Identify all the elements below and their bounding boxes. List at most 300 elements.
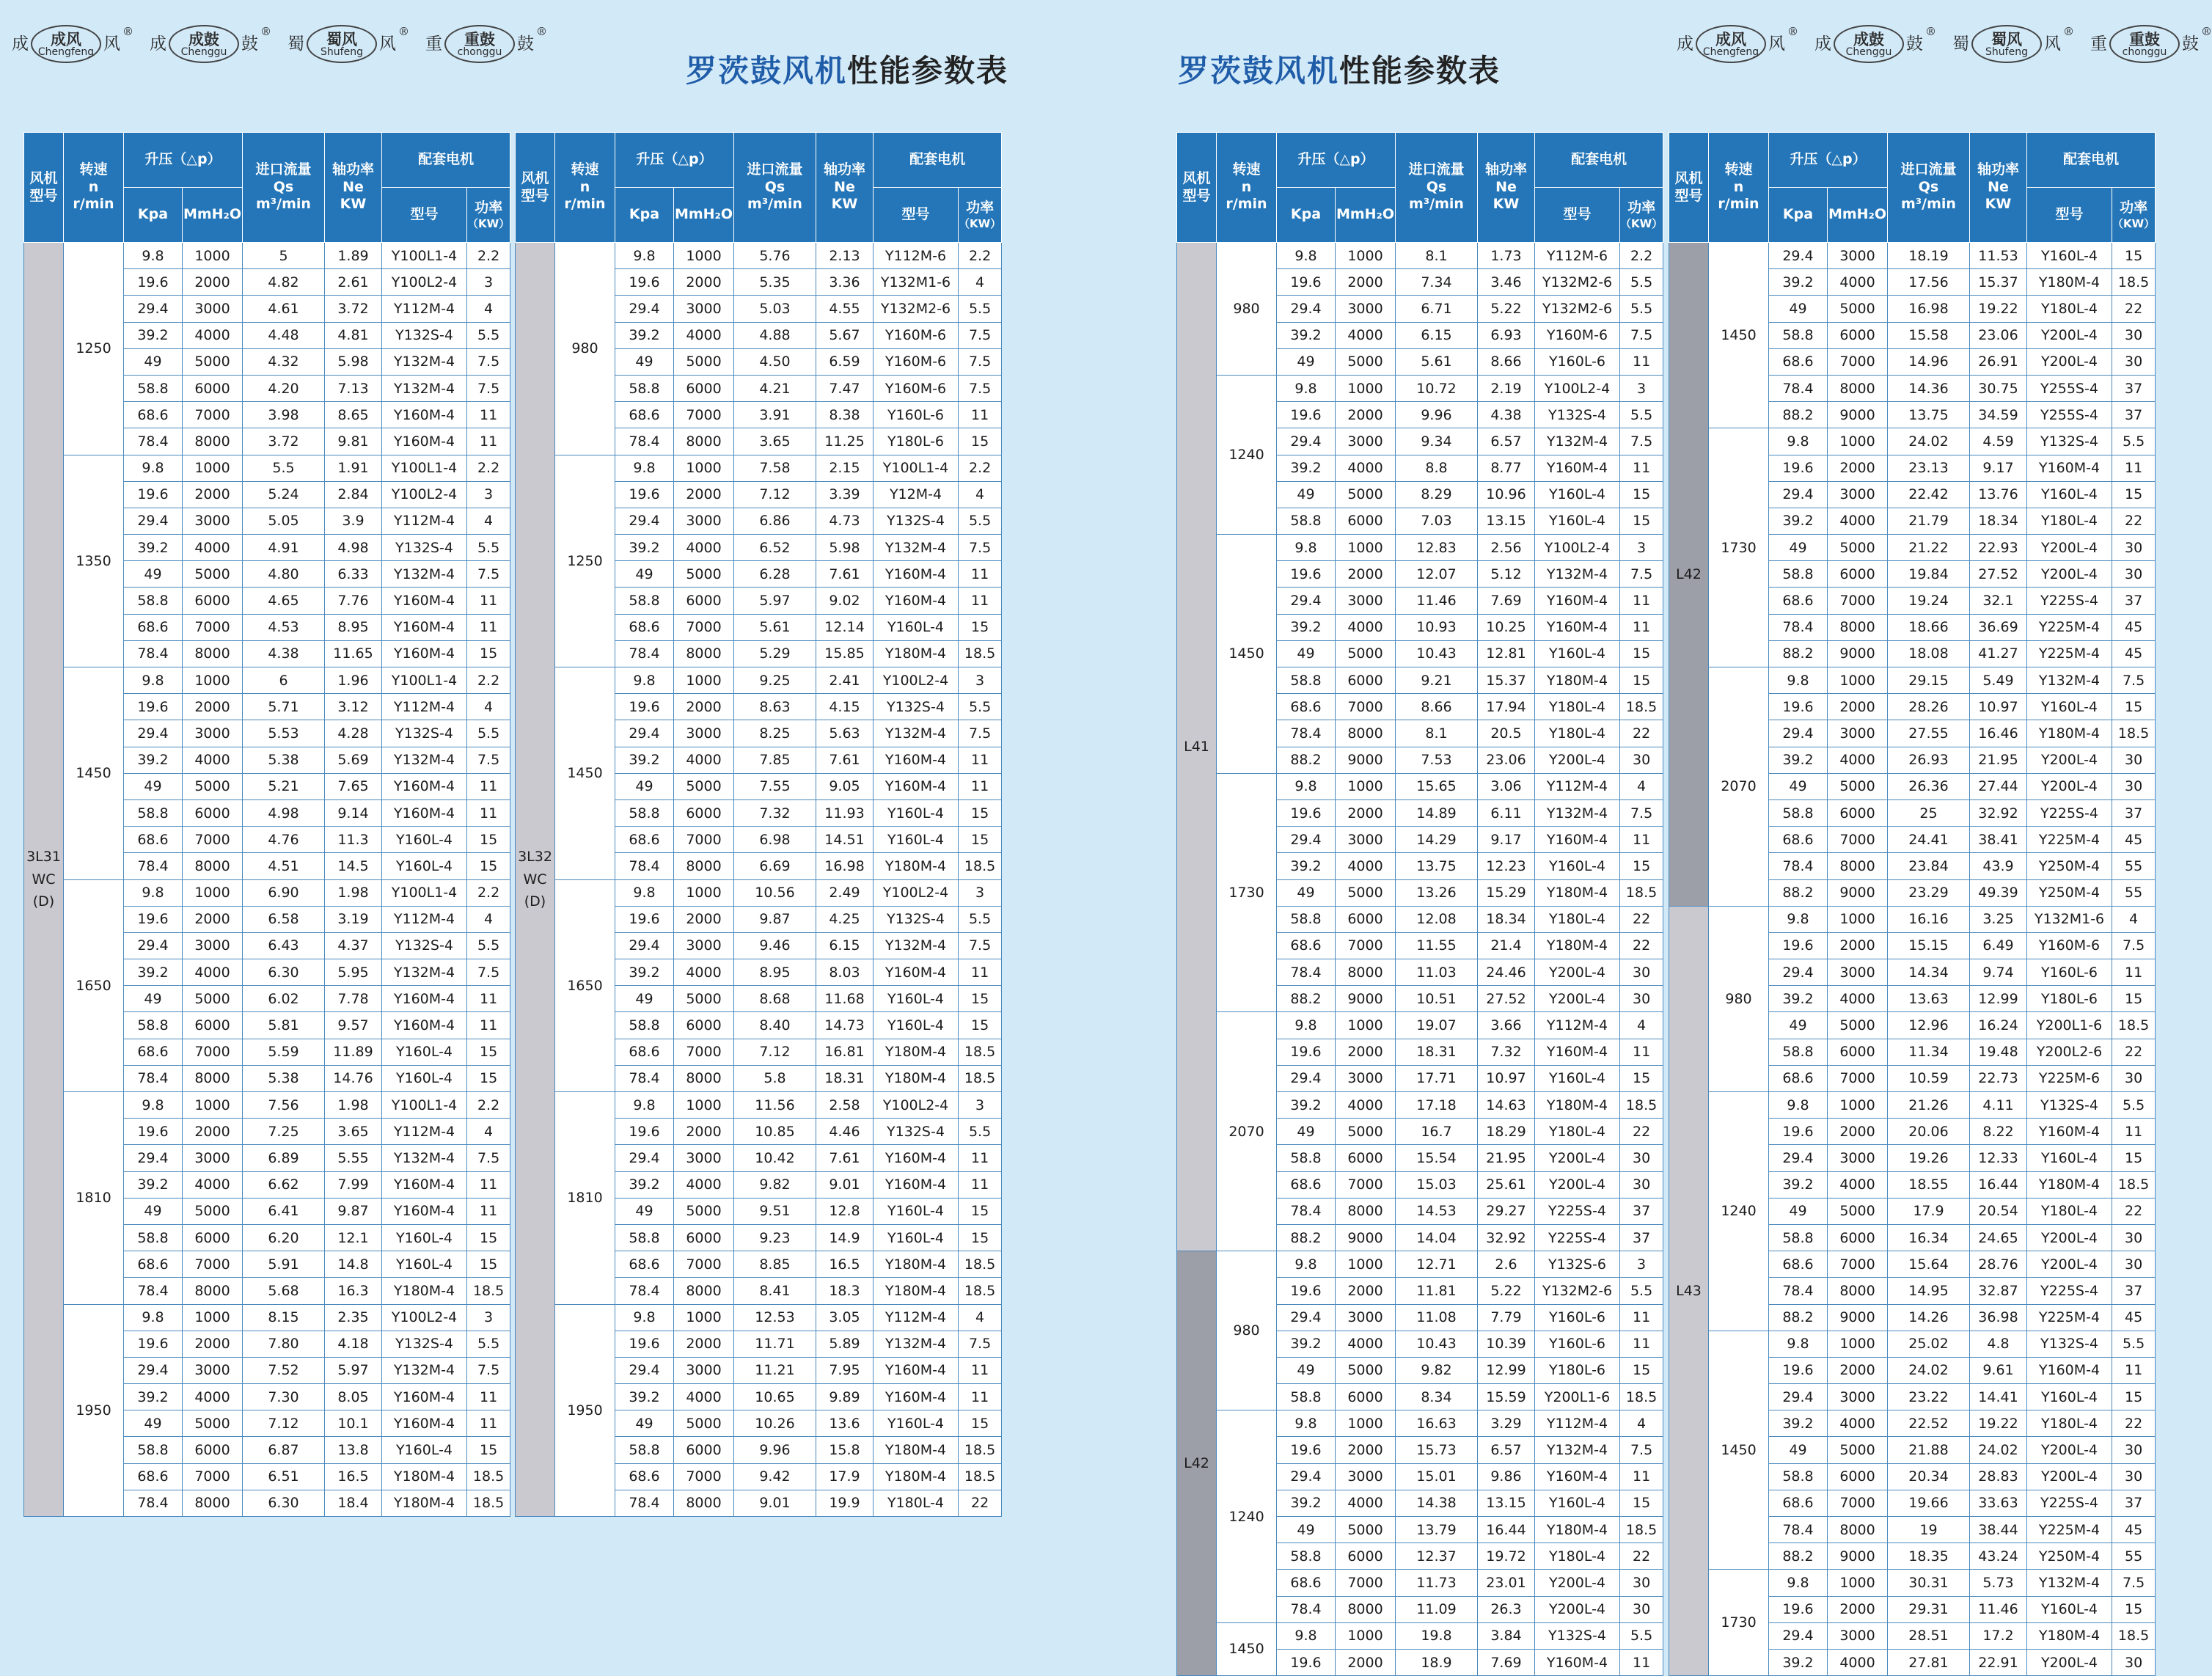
kpa-cell: 49: [1769, 535, 1828, 561]
kpa-cell: 78.4: [124, 1490, 183, 1516]
flow-cell: 15.65: [1396, 773, 1478, 799]
motor-model-cell: Y160L-4: [1535, 1490, 1620, 1516]
flow-cell: 8.66: [1396, 694, 1478, 720]
flow-cell: 16.16: [1888, 906, 1970, 932]
motor-power-cell: 15: [467, 1065, 510, 1091]
kpa-cell: 68.6: [1769, 1251, 1828, 1278]
flow-cell: 18.66: [1888, 614, 1970, 640]
motor-model-cell: Y200L-4: [1535, 986, 1620, 1012]
mmh2o-cell: 4000: [674, 959, 734, 986]
kpa-cell: 88.2: [1769, 402, 1828, 428]
motor-model-cell: Y160L-4: [1535, 508, 1620, 534]
mmh2o-cell: 8000: [1828, 614, 1888, 640]
mmh2o-cell: 4000: [183, 1171, 243, 1198]
kpa-cell: 9.8: [124, 879, 183, 906]
flow-cell: 9.46: [734, 932, 816, 959]
shaft-power-cell: 7.61: [816, 747, 874, 773]
mmh2o-cell: 4000: [674, 535, 734, 561]
flow-cell: 5.91: [243, 1251, 325, 1278]
mmh2o-cell: 9000: [1336, 986, 1396, 1012]
motor-model-cell: Y180M-4: [1535, 1517, 1620, 1543]
speed-cell: 1250: [555, 455, 615, 667]
kpa-cell: 29.4: [1769, 959, 1828, 986]
motor-power-cell: 55: [2112, 1543, 2156, 1570]
flow-cell: 5.03: [734, 296, 816, 322]
speed-cell: 1450: [1709, 1331, 1769, 1570]
kpa-cell: 9.8: [1277, 1012, 1336, 1039]
shaft-power-cell: 8.77: [1478, 455, 1535, 481]
mmh2o-cell: 4000: [183, 747, 243, 773]
flow-cell: 17.71: [1396, 1065, 1478, 1091]
logo-en: Chenggu: [180, 45, 227, 58]
shaft-power-cell: 17.9: [816, 1463, 874, 1490]
mmh2o-cell: 5000: [183, 1198, 243, 1224]
motor-power-cell: 18.5: [959, 1251, 1002, 1278]
motor-model-cell: Y180L-4: [2027, 508, 2112, 534]
motor-power-cell: 22: [2112, 1198, 2156, 1224]
motor-model-cell: Y160L-4: [382, 1039, 467, 1065]
motor-power-cell: 30: [1620, 747, 1663, 773]
mmh2o-cell: 3000: [1336, 428, 1396, 455]
kpa-cell: 49: [615, 773, 674, 799]
shaft-power-cell: 2.61: [325, 269, 382, 296]
speed-cell: 1950: [64, 1304, 124, 1517]
motor-model-cell: Y160M-4: [1535, 614, 1620, 640]
shaft-power-cell: 20.54: [1970, 1198, 2027, 1224]
motor-model-cell: Y132M-4: [382, 1145, 467, 1171]
flow-cell: 15.73: [1396, 1437, 1478, 1463]
kpa-cell: 29.4: [1277, 827, 1336, 853]
shaft-power-cell: 5.73: [1970, 1570, 2027, 1596]
motor-model-cell: Y132M-4: [382, 959, 467, 986]
motor-model-cell: Y132S-4: [874, 906, 959, 932]
flow-cell: 18.55: [1888, 1171, 1970, 1198]
kpa-cell: 78.4: [1277, 959, 1336, 986]
shaft-power-cell: 26.3: [1478, 1596, 1535, 1622]
motor-power-cell: 11: [959, 402, 1002, 428]
mmh2o-cell: 8000: [1828, 853, 1888, 879]
mmh2o-cell: 3000: [183, 508, 243, 534]
shaft-power-cell: 8.03: [816, 959, 874, 986]
kpa-cell: 88.2: [1769, 1543, 1828, 1570]
shaft-power-cell: 33.63: [1970, 1490, 2027, 1516]
motor-power-cell: 11: [467, 1410, 510, 1437]
flow-cell: 29.31: [1888, 1596, 1970, 1622]
mmh2o-cell: 1000: [674, 879, 734, 906]
shaft-power-cell: 16.3: [325, 1278, 382, 1304]
mmh2o-cell: 6000: [674, 1012, 734, 1039]
motor-power-cell: 11: [1620, 1331, 1663, 1357]
kpa-cell: 29.4: [1277, 1463, 1336, 1490]
shaft-power-cell: 11.53: [1970, 243, 2027, 269]
flow-cell: 13.79: [1396, 1517, 1478, 1543]
mmh2o-cell: 6000: [1336, 1543, 1396, 1570]
shaft-power-cell: 34.59: [1970, 402, 2027, 428]
motor-model-cell: Y200L-4: [1535, 1596, 1620, 1622]
kpa-cell: 19.6: [124, 906, 183, 932]
fan-model-cell: L42: [1177, 1251, 1217, 1676]
shaft-power-cell: 15.29: [1478, 879, 1535, 906]
motor-model-cell: Y160M-4: [1535, 1649, 1620, 1675]
mmh2o-cell: 1000: [1828, 667, 1888, 694]
kpa-cell: 58.8: [1769, 322, 1828, 348]
shaft-power-cell: 14.41: [1970, 1384, 2027, 1410]
header-motor-power-label: 功率: [966, 199, 995, 216]
motor-model-cell: Y225S-4: [1535, 1198, 1620, 1224]
kpa-cell: 78.4: [1769, 1278, 1828, 1304]
header-motor-power-unit: （KW）: [1620, 216, 1663, 230]
kpa-cell: 58.8: [615, 799, 674, 826]
mmh2o-cell: 2000: [1828, 1119, 1888, 1145]
mmh2o-cell: 2000: [1828, 455, 1888, 481]
motor-power-cell: 11: [467, 773, 510, 799]
kpa-cell: 68.6: [124, 1039, 183, 1065]
header-speed: 转速 n r/min: [1709, 133, 1769, 243]
shaft-power-cell: 12.81: [1478, 640, 1535, 667]
kpa-cell: 39.2: [124, 959, 183, 986]
motor-model-cell: Y132S-4: [874, 1119, 959, 1145]
motor-model-cell: Y132M-4: [1535, 561, 1620, 588]
kpa-cell: 9.8: [124, 455, 183, 481]
flow-cell: 7.32: [734, 799, 816, 826]
motor-model-cell: Y132S-6: [1535, 1251, 1620, 1278]
motor-power-cell: 37: [1620, 1198, 1663, 1224]
mmh2o-cell: 8000: [183, 1278, 243, 1304]
flow-cell: 7.03: [1396, 508, 1478, 534]
brand-logo: [1952, 25, 2074, 63]
flow-cell: 21.88: [1888, 1437, 1970, 1463]
motor-model-cell: Y180M-4: [1535, 667, 1620, 694]
motor-model-cell: Y250M-4: [2027, 879, 2112, 906]
motor-power-cell: 11: [2112, 1119, 2156, 1145]
motor-power-cell: 3: [959, 1092, 1002, 1119]
shaft-power-cell: 43.9: [1970, 853, 2027, 879]
table-row: [1177, 1410, 1663, 1437]
kpa-cell: 19.6: [615, 1331, 674, 1357]
motor-power-cell: 30: [1620, 959, 1663, 986]
shaft-power-cell: 4.38: [1478, 402, 1535, 428]
shaft-power-cell: 29.27: [1478, 1198, 1535, 1224]
kpa-cell: 78.4: [1277, 1198, 1336, 1224]
kpa-cell: 88.2: [1769, 1304, 1828, 1331]
table-row: [516, 243, 1002, 269]
header-fan-model: 风机 型号: [1177, 133, 1217, 243]
flow-cell: 10.43: [1396, 640, 1478, 667]
shaft-power-cell: 9.17: [1478, 827, 1535, 853]
motor-model-cell: Y160M-4: [382, 402, 467, 428]
motor-power-cell: 18.5: [959, 1463, 1002, 1490]
flow-cell: 5.38: [243, 747, 325, 773]
motor-power-cell: 11: [959, 959, 1002, 986]
motor-power-cell: 2.2: [467, 243, 510, 269]
header-motor-power-label: 功率: [2120, 199, 2148, 216]
kpa-cell: 49: [124, 348, 183, 375]
flow-cell: 4.76: [243, 827, 325, 853]
logo-cn: 重鼓: [2129, 29, 2160, 48]
kpa-cell: 78.4: [1277, 1596, 1336, 1622]
motor-power-cell: 15: [959, 986, 1002, 1012]
shaft-power-cell: 8.38: [816, 402, 874, 428]
mmh2o-cell: 2000: [674, 269, 734, 296]
motor-model-cell: Y160M-4: [1535, 827, 1620, 853]
shaft-power-cell: 8.95: [325, 614, 382, 640]
header-motor-power-unit: （KW）: [2112, 216, 2156, 230]
kpa-cell: 39.2: [615, 747, 674, 773]
motor-model-cell: Y180M-4: [874, 1437, 959, 1463]
kpa-cell: 68.6: [1277, 694, 1336, 720]
mmh2o-cell: 6000: [1828, 561, 1888, 588]
motor-model-cell: Y160M-4: [382, 1198, 467, 1224]
kpa-cell: 19.6: [124, 481, 183, 508]
flow-cell: 6.41: [243, 1198, 325, 1224]
logo-en: Shufeng: [321, 45, 363, 58]
shaft-power-cell: 9.01: [816, 1171, 874, 1198]
kpa-cell: 39.2: [1769, 1410, 1828, 1437]
mmh2o-cell: 2000: [1336, 1437, 1396, 1463]
flow-cell: 14.34: [1888, 959, 1970, 986]
mmh2o-cell: 5000: [183, 773, 243, 799]
motor-model-cell: Y180M-4: [2027, 269, 2112, 296]
mmh2o-cell: 5000: [674, 561, 734, 588]
mmh2o-cell: 1000: [1336, 535, 1396, 561]
motor-power-cell: 4: [2112, 906, 2156, 932]
motor-power-cell: 55: [2112, 853, 2156, 879]
mmh2o-cell: 2000: [1828, 1596, 1888, 1622]
shaft-power-cell: 16.44: [1970, 1171, 2027, 1198]
shaft-power-cell: 32.92: [1970, 799, 2027, 826]
flow-cell: 14.26: [1888, 1304, 1970, 1331]
table-row: [1669, 1331, 2156, 1357]
shaft-power-cell: 26.91: [1970, 348, 2027, 375]
motor-model-cell: Y112M-4: [382, 296, 467, 322]
kpa-cell: 9.8: [1277, 773, 1336, 799]
mmh2o-cell: 3000: [674, 508, 734, 534]
speed-cell: 1350: [64, 455, 124, 667]
shaft-power-cell: 5.89: [816, 1331, 874, 1357]
kpa-cell: 68.6: [615, 827, 674, 853]
motor-model-cell: Y180L-4: [1535, 906, 1620, 932]
mmh2o-cell: 3000: [1828, 1622, 1888, 1649]
kpa-cell: 68.6: [1277, 1570, 1336, 1596]
shaft-power-cell: 1.96: [325, 667, 382, 694]
kpa-cell: 29.4: [1277, 296, 1336, 322]
shaft-power-cell: 2.41: [816, 667, 874, 694]
table-row: [1177, 1251, 1663, 1278]
mmh2o-cell: 8000: [1336, 1596, 1396, 1622]
motor-power-cell: 2.2: [959, 455, 1002, 481]
mmh2o-cell: 4000: [1336, 455, 1396, 481]
shaft-power-cell: 18.34: [1970, 508, 2027, 534]
mmh2o-cell: 7000: [674, 614, 734, 640]
motor-model-cell: Y132M-4: [1535, 1437, 1620, 1463]
kpa-cell: 19.6: [615, 269, 674, 296]
shaft-power-cell: 19.22: [1970, 1410, 2027, 1437]
shaft-power-cell: 24.46: [1478, 959, 1535, 986]
flow-cell: 28.26: [1888, 694, 1970, 720]
registered-mark: ®: [122, 25, 133, 38]
mmh2o-cell: 8000: [1828, 375, 1888, 401]
logo-oval: [2109, 25, 2180, 63]
shaft-power-cell: 2.56: [1478, 535, 1535, 561]
mmh2o-cell: 7000: [674, 1251, 734, 1278]
flow-cell: 4.20: [243, 375, 325, 401]
kpa-cell: 58.8: [1277, 1543, 1336, 1570]
mmh2o-cell: 6000: [1828, 322, 1888, 348]
motor-power-cell: 11: [959, 773, 1002, 799]
kpa-cell: 39.2: [1769, 1171, 1828, 1198]
motor-model-cell: Y225S-4: [2027, 588, 2112, 614]
kpa-cell: 39.2: [615, 1384, 674, 1410]
shaft-power-cell: 7.69: [1478, 1649, 1535, 1675]
kpa-cell: 49: [1769, 296, 1828, 322]
motor-power-cell: 18.5: [959, 1278, 1002, 1304]
kpa-cell: 29.4: [1769, 243, 1828, 269]
mmh2o-cell: 4000: [1336, 614, 1396, 640]
speed-cell: 1240: [1217, 375, 1277, 534]
motor-power-cell: 11: [1620, 348, 1663, 375]
kpa-cell: 39.2: [1277, 1092, 1336, 1119]
flow-cell: 8.40: [734, 1012, 816, 1039]
motor-model-cell: Y100L2-4: [1535, 535, 1620, 561]
flow-cell: 8.63: [734, 694, 816, 720]
motor-model-cell: Y160M-6: [2027, 932, 2112, 959]
shaft-power-cell: 3.66: [1478, 1012, 1535, 1039]
motor-model-cell: Y132M-4: [874, 1331, 959, 1357]
shaft-power-cell: 11.89: [325, 1039, 382, 1065]
motor-model-cell: Y200L-4: [1535, 1171, 1620, 1198]
kpa-cell: 68.6: [1769, 348, 1828, 375]
flow-cell: 19.66: [1888, 1490, 1970, 1516]
motor-model-cell: Y132M2-6: [1535, 269, 1620, 296]
header-inlet-flow: 进口流量 Qs m³/min: [243, 133, 325, 243]
motor-power-cell: 3: [1620, 535, 1663, 561]
table-row: [516, 455, 1002, 481]
motor-power-cell: 18.5: [1620, 1092, 1663, 1119]
kpa-cell: 39.2: [1277, 1331, 1336, 1357]
logo-cn: 成风: [51, 29, 81, 48]
shaft-power-cell: 7.69: [1478, 588, 1535, 614]
motor-power-cell: 11: [467, 1171, 510, 1198]
motor-power-cell: 15: [959, 428, 1002, 455]
mmh2o-cell: 5000: [1828, 1437, 1888, 1463]
shaft-power-cell: 5.98: [325, 348, 382, 375]
flow-cell: 22.52: [1888, 1410, 1970, 1437]
motor-power-cell: 3: [1620, 1251, 1663, 1278]
kpa-cell: 19.6: [1277, 1278, 1336, 1304]
mmh2o-cell: 1000: [183, 667, 243, 694]
shaft-power-cell: 27.52: [1478, 986, 1535, 1012]
kpa-cell: 58.8: [615, 1437, 674, 1463]
shaft-power-cell: 9.05: [816, 773, 874, 799]
shaft-power-cell: 14.51: [816, 827, 874, 853]
kpa-cell: 29.4: [124, 1145, 183, 1171]
kpa-cell: 58.8: [1769, 799, 1828, 826]
kpa-cell: 58.8: [124, 1437, 183, 1463]
brand-logo: [288, 25, 409, 63]
kpa-cell: 29.4: [124, 508, 183, 534]
kpa-cell: 9.8: [1769, 667, 1828, 694]
mmh2o-cell: 6000: [1336, 1145, 1396, 1171]
mmh2o-cell: 7000: [674, 1463, 734, 1490]
logo-side-char: 鼓: [2182, 34, 2199, 54]
mmh2o-cell: 5000: [1336, 640, 1396, 667]
shaft-power-cell: 11.93: [816, 799, 874, 826]
mmh2o-cell: 3000: [674, 720, 734, 747]
mmh2o-cell: 7000: [183, 1039, 243, 1065]
motor-model-cell: Y160M-4: [382, 773, 467, 799]
header-pressure: 升压（△p）: [1277, 133, 1396, 188]
motor-model-cell: Y112M-4: [1535, 1012, 1620, 1039]
logo-oval: [169, 25, 239, 63]
kpa-cell: 58.8: [1277, 508, 1336, 534]
motor-model-cell: Y100L1-4: [382, 667, 467, 694]
motor-model-cell: Y160L-4: [874, 986, 959, 1012]
motor-model-cell: Y132M1-6: [2027, 906, 2112, 932]
flow-cell: 5: [243, 243, 325, 269]
mmh2o-cell: 5000: [183, 348, 243, 375]
shaft-power-cell: 21.95: [1478, 1145, 1535, 1171]
speed-cell: 1730: [1709, 428, 1769, 667]
mmh2o-cell: 5000: [1336, 348, 1396, 375]
mmh2o-cell: 7000: [1828, 348, 1888, 375]
shaft-power-cell: 10.97: [1478, 1065, 1535, 1091]
motor-model-cell: Y200L-4: [2027, 1224, 2112, 1251]
motor-power-cell: 18.5: [959, 640, 1002, 667]
flow-cell: 27.81: [1888, 1649, 1970, 1675]
mmh2o-cell: 6000: [1336, 508, 1396, 534]
motor-model-cell: Y180L-4: [2027, 296, 2112, 322]
mmh2o-cell: 4000: [1828, 986, 1888, 1012]
shaft-power-cell: 11.3: [325, 827, 382, 853]
mmh2o-cell: 4000: [1828, 1171, 1888, 1198]
shaft-power-cell: 23.01: [1478, 1570, 1535, 1596]
motor-power-cell: 15: [467, 1224, 510, 1251]
flow-cell: 14.95: [1888, 1278, 1970, 1304]
kpa-cell: 78.4: [615, 1490, 674, 1516]
motor-model-cell: Y100L1-4: [382, 1092, 467, 1119]
shaft-power-cell: 5.55: [325, 1145, 382, 1171]
shaft-power-cell: 7.65: [325, 773, 382, 799]
kpa-cell: 19.6: [1769, 1119, 1828, 1145]
flow-cell: 11.71: [734, 1331, 816, 1357]
header-motor-model: 型号: [2027, 188, 2112, 243]
shaft-power-cell: 5.97: [325, 1357, 382, 1383]
mmh2o-cell: 4000: [674, 1171, 734, 1198]
motor-power-cell: 11: [467, 799, 510, 826]
mmh2o-cell: 6000: [1828, 1463, 1888, 1490]
mmh2o-cell: 1000: [1336, 375, 1396, 401]
shaft-power-cell: 10.1: [325, 1410, 382, 1437]
kpa-cell: 58.8: [615, 375, 674, 401]
kpa-cell: 68.6: [1769, 1065, 1828, 1091]
motor-power-cell: 11: [467, 588, 510, 614]
brand-logo: [12, 25, 133, 63]
flow-cell: 20.06: [1888, 1119, 1970, 1145]
motor-model-cell: Y132M2-6: [874, 296, 959, 322]
flow-cell: 10.43: [1396, 1331, 1478, 1357]
motor-power-cell: 7.5: [2112, 932, 2156, 959]
shaft-power-cell: 12.99: [1478, 1357, 1535, 1383]
mmh2o-cell: 7000: [1336, 1171, 1396, 1198]
kpa-cell: 9.8: [1769, 1570, 1828, 1596]
kpa-cell: 78.4: [615, 428, 674, 455]
kpa-cell: 58.8: [615, 1012, 674, 1039]
logo-side-char: 蜀: [1952, 34, 1969, 54]
motor-power-cell: 15: [2112, 1145, 2156, 1171]
mmh2o-cell: 3000: [1828, 959, 1888, 986]
motor-power-cell: 18.5: [1620, 879, 1663, 906]
flow-cell: 16.63: [1396, 1410, 1478, 1437]
